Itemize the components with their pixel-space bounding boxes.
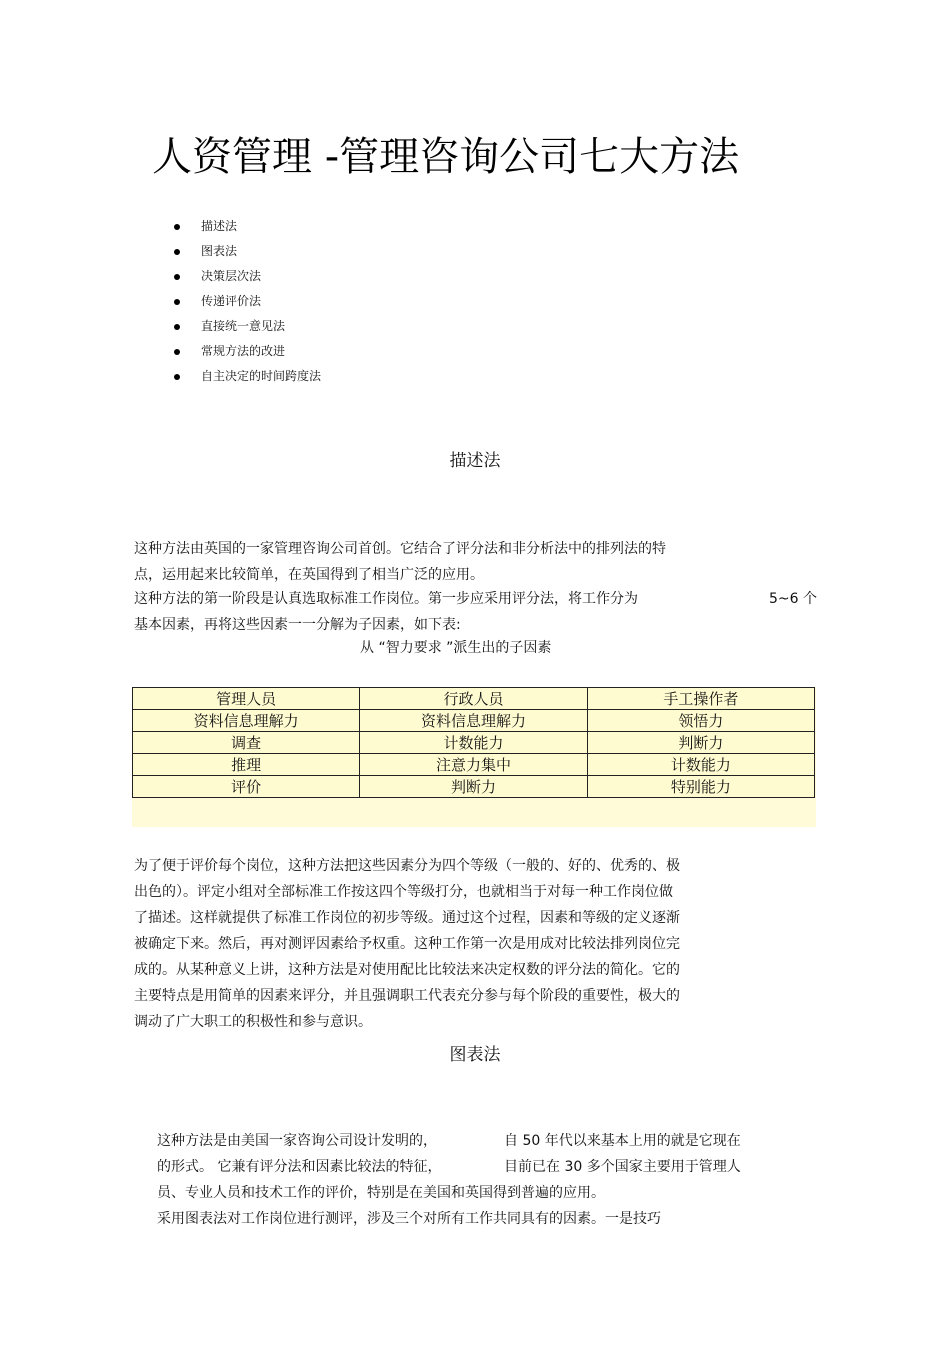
toc-item[interactable]: 图表法 (172, 241, 321, 266)
column-header: 管理人员 (133, 688, 360, 710)
bullet-icon (174, 274, 180, 280)
toc-item[interactable]: 直接统一意见法 (172, 316, 321, 341)
bullet-icon (174, 299, 180, 305)
table-cell: 特别能力 (587, 776, 814, 798)
bullet-icon (174, 224, 180, 230)
chart-paragraph: 这种方法是由美国一家咨询公司设计发明的， 自 50 年代以来基本上用的就是它现在 的形式。 它兼有评分法和因素比较法的特征， 目前已在 30 多个国家主要用于管理人 员、专业人员和技术工作的评价，特别是在美国和英国得到普遍的应用。 采用图表法对工作岗位进行测评，涉及三个对所有工作共同具有的因素。一是技巧 (157, 1133, 741, 1227)
table-of-contents (172, 216, 321, 391)
toc-item[interactable]: 自主决定的时间跨度法 (172, 366, 321, 391)
table-header-row (133, 688, 815, 710)
table-cell: 判断力 (587, 732, 814, 754)
table-cell: 注意力集中 (360, 754, 587, 776)
table-row (133, 710, 815, 732)
toc-item[interactable]: 常规方法的改进 (172, 341, 321, 366)
describe-paragraph-3: 为了便于评价每个岗位，这种方法把这些因素分为四个等级（一般的、好的、优秀的、极 出色的）。评定小组对全部标准工作按这四个等级打分，也就相当于对每一种工作岗位做 了描述。这样就提供了标准工作岗位的初步等级。通过这个过程，因素和等级的定义逐渐 被确定下来。然后，再对测评因素给予权重。这种工作第一次是用成对比较法排列岗位完 成的。从某种意义上讲，这种方法是对使用配比比较法来决定权数的评分法的简化。它的 主要特点是用简单的因素来评分，并且强调职工代表充分参与每个阶段的重要性，极大的 调动了广大职工的积极性和参与意识。 (134, 858, 680, 1030)
table-cell: 评价 (133, 776, 360, 798)
table-cell: 计数能力 (587, 754, 814, 776)
table-cell: 推理 (133, 754, 360, 776)
bullet-icon (174, 349, 180, 355)
toc-item[interactable]: 传递评价法 (172, 291, 321, 316)
describe-paragraph-1: 这种方法由英国的一家管理咨询公司首创。它结合了评分法和非分析法中的排列法的特 点，运用起来比较简单，在英国得到了相当广泛的应用。 (134, 541, 666, 583)
table-row (133, 732, 815, 754)
table-cell: 资料信息理解力 (133, 710, 360, 732)
table-row (133, 776, 815, 798)
section-heading-describe: 描述法 (449, 451, 501, 471)
page-title: 人资管理 -管理咨询公司七大方法 (152, 134, 740, 180)
table-caption: 从 “智力要求 ”派生出的子因素 (360, 640, 552, 656)
column-header: 手工操作者 (587, 688, 814, 710)
bullet-icon (174, 249, 180, 255)
table-cell: 领悟力 (587, 710, 814, 732)
table-cell: 资料信息理解力 (360, 710, 587, 732)
table-cell: 调查 (133, 732, 360, 754)
column-header: 行政人员 (360, 688, 587, 710)
toc-item[interactable]: 描述法 (172, 216, 321, 241)
factors-table-container (132, 687, 816, 827)
table-cell: 判断力 (360, 776, 587, 798)
bullet-icon (174, 324, 180, 330)
bullet-icon (174, 374, 180, 380)
table-cell: 计数能力 (360, 732, 587, 754)
factors-table (132, 687, 815, 798)
table-row (133, 754, 815, 776)
section-heading-chart: 图表法 (449, 1045, 501, 1065)
describe-paragraph-2: 这种方法的第一阶段是认真选取标准工作岗位。第一步应采用评分法，将工作分为 5~6 个 基本因素，再将这些因素一一分解为子因素，如下表: (134, 591, 817, 633)
toc-item[interactable]: 决策层次法 (172, 266, 321, 291)
